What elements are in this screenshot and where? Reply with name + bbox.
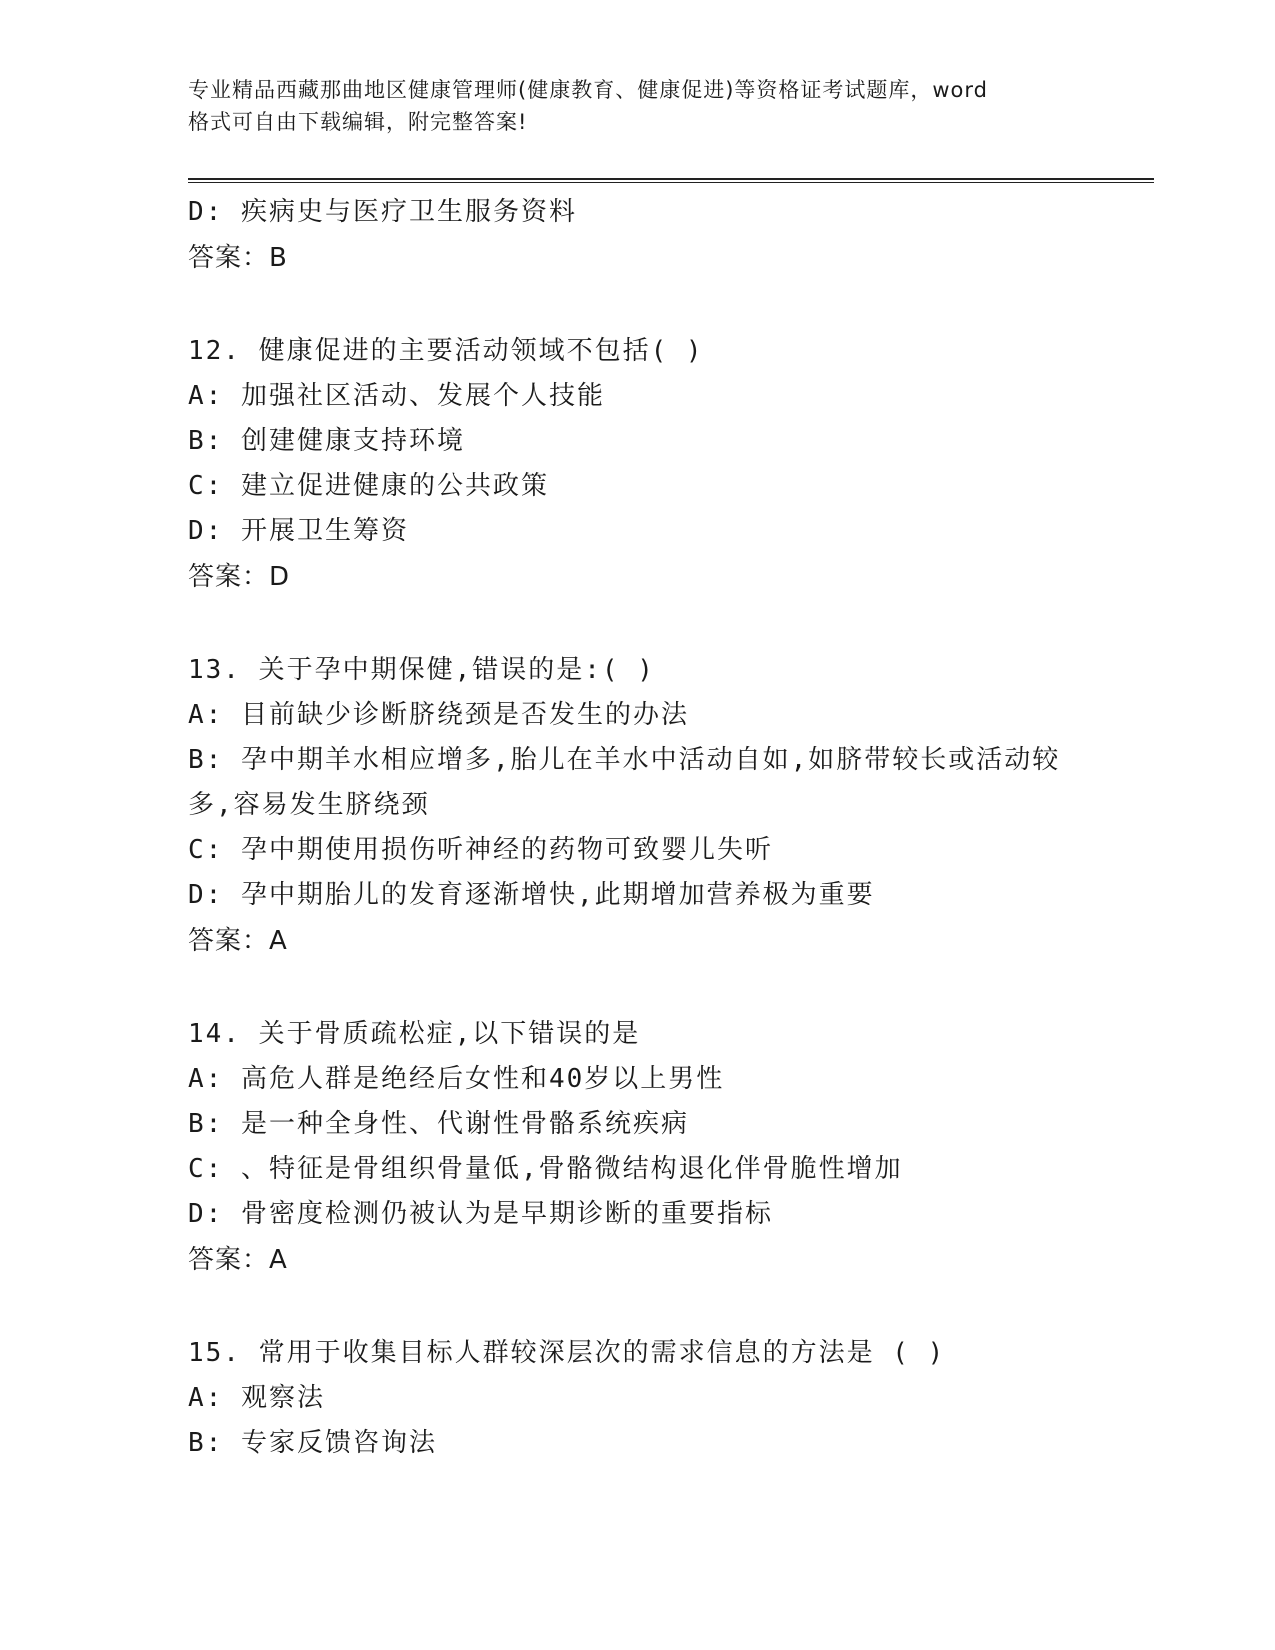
question-13: [188, 648, 1108, 965]
question-15: [188, 1331, 1108, 1466]
question-12-stem: 12. 健康促进的主要活动领域不包括( ): [188, 336, 704, 366]
header-line-1: 专业精品西藏那曲地区健康管理师(健康教育、健康促进)等资格证考试题库，word: [188, 78, 989, 102]
question-14-option-d: D: 骨密度检测仍被认为是早期诊断的重要指标: [188, 1199, 773, 1229]
question-14-stem: 14. 关于骨质疏松症,以下错误的是: [188, 1019, 641, 1049]
question-15-stem: 15. 常用于收集目标人群较深层次的需求信息的方法是 ( ): [188, 1338, 946, 1368]
question-12-option-a: A: 加强社区活动、发展个人技能: [188, 381, 605, 411]
question-14-option-c: C: 、特征是骨组织骨量低,骨骼微结构退化伴骨脆性增加: [188, 1154, 903, 1184]
question-13-answer: 答案：A: [188, 926, 288, 956]
question-13-option-b-line-2: 多,容易发生脐绕颈: [188, 790, 430, 820]
question-13-option-c: C: 孕中期使用损伤听神经的药物可致婴儿失听: [188, 835, 773, 865]
question-12-option-d: D: 开展卫生筹资: [188, 516, 409, 546]
question-list: [188, 190, 1108, 1466]
question-12-option-c: C: 建立促进健康的公共政策: [188, 471, 549, 501]
prev-answer: 答案：B: [188, 243, 288, 273]
question-14-option-b: B: 是一种全身性、代谢性骨骼系统疾病: [188, 1109, 689, 1139]
question-14: [188, 1012, 1108, 1284]
question-12-answer: 答案：D: [188, 562, 291, 592]
header-divider: [188, 178, 1154, 183]
question-14-option-a: A: 高危人群是绝经后女性和40岁以上男性: [188, 1064, 725, 1094]
spacer: [188, 965, 1108, 1012]
spacer: [188, 1284, 1108, 1331]
question-12-option-b: B: 创建健康支持环境: [188, 426, 465, 456]
question-15-option-b: B: 专家反馈咨询法: [188, 1428, 437, 1458]
spacer: [188, 282, 1108, 329]
spacer: [188, 601, 1108, 648]
header-line-2: 格式可自由下载编辑，附完整答案!: [188, 110, 528, 134]
question-13-option-b-line-1: B: 孕中期羊水相应增多,胎儿在羊水中活动自如,如脐带较长或活动较: [188, 745, 1061, 775]
question-13-stem: 13. 关于孕中期保健,错误的是:( ): [188, 655, 655, 685]
question-12: [188, 329, 1108, 601]
question-13-option-a: A: 目前缺少诊断脐绕颈是否发生的办法: [188, 700, 689, 730]
question-15-option-a: A: 观察法: [188, 1383, 325, 1413]
prev-option-d: D: 疾病史与医疗卫生服务资料: [188, 197, 577, 227]
question-13-option-d: D: 孕中期胎儿的发育逐渐增快,此期增加营养极为重要: [188, 880, 875, 910]
question-14-answer: 答案：A: [188, 1245, 288, 1275]
document-header: [188, 74, 1088, 138]
